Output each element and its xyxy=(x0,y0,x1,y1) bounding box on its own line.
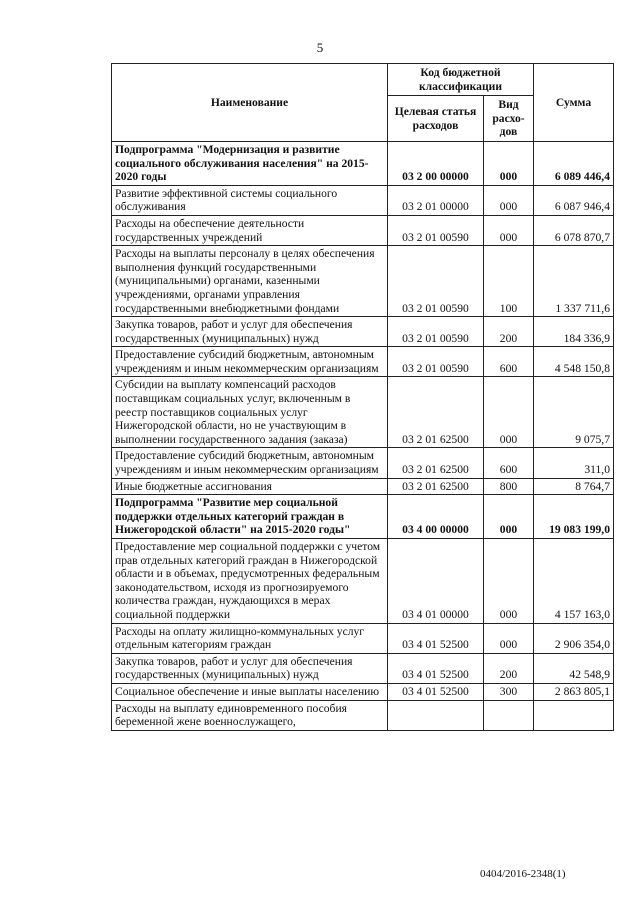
row-name: Предоставление субсидий бюджетным, автономным учреждениям и иным некоммерческим организациям xyxy=(112,448,388,478)
row-sum: 1 337 711,6 xyxy=(534,246,614,317)
row-name: Субсидии на выплату компенсаций расходов поставщикам социальных услуг, включенным в реестр поставщиков социальных услуг Нижегородской области, но не участвующим в выполнении государственного задания (заказа) xyxy=(112,377,388,448)
row-sum: 9 075,7 xyxy=(534,377,614,448)
row-name: Расходы на оплату жилищно-коммунальных услуг отдельным категориям граждан xyxy=(112,623,388,653)
row-name: Расходы на обеспечение деятельности государственных учреждений xyxy=(112,215,388,245)
row-type: 300 xyxy=(484,683,534,700)
row-code: 03 4 01 52500 xyxy=(388,683,484,700)
table-row xyxy=(112,653,614,683)
row-name: Социальное обеспечение и иные выплаты населению xyxy=(112,683,388,700)
table-row xyxy=(112,623,614,653)
row-code: 03 2 01 62500 xyxy=(388,448,484,478)
row-code: 03 2 01 00590 xyxy=(388,246,484,317)
document-code: 0404/2016-2348(1) xyxy=(480,868,566,880)
table-row xyxy=(112,377,614,448)
row-type: 600 xyxy=(484,347,534,377)
row-sum: 19 083 199,0 xyxy=(534,495,614,539)
table-body xyxy=(112,141,614,730)
row-type: 800 xyxy=(484,478,534,495)
row-code: 03 2 01 00590 xyxy=(388,347,484,377)
row-type xyxy=(484,700,534,730)
table-row xyxy=(112,539,614,624)
header-kbk: Код бюджетной классификации xyxy=(388,64,534,96)
row-sum xyxy=(534,700,614,730)
row-sum: 42 548,9 xyxy=(534,653,614,683)
row-type: 000 xyxy=(484,215,534,245)
row-name: Иные бюджетные ассигнования xyxy=(112,478,388,495)
header-type: Вид расхо- дов xyxy=(484,96,534,142)
row-sum: 4 157 163,0 xyxy=(534,539,614,624)
budget-table xyxy=(111,63,614,731)
table-row xyxy=(112,317,614,347)
row-type: 000 xyxy=(484,495,534,539)
page-number: 5 xyxy=(316,40,324,55)
table-row xyxy=(112,185,614,215)
row-name: Предоставление мер социальной поддержки с учетом прав отдельных категорий граждан в Нижегородской области и в объемах, предусмотренных федеральным законодательством, исходя из прогнозируемого количества граждан, нуждающихся в мерах социальной поддержки xyxy=(112,539,388,624)
row-name: Подпрограмма "Модернизация и развитие социального обслуживания населения" на 2015-2020 годы xyxy=(112,141,388,185)
row-code: 03 4 00 00000 xyxy=(388,495,484,539)
table-row xyxy=(112,246,614,317)
row-code: 03 2 01 00590 xyxy=(388,215,484,245)
row-type: 000 xyxy=(484,185,534,215)
table-row xyxy=(112,347,614,377)
row-name: Расходы на выплату единовременного пособия беременной жене военнослужащего, xyxy=(112,700,388,730)
table-row xyxy=(112,683,614,700)
row-name: Развитие эффективной системы социального обслуживания xyxy=(112,185,388,215)
table-row xyxy=(112,141,614,185)
table-row xyxy=(112,448,614,478)
table-row xyxy=(112,215,614,245)
table-row xyxy=(112,495,614,539)
row-type: 200 xyxy=(484,317,534,347)
row-name: Расходы на выплаты персоналу в целях обеспечения выполнения функций государственными (муниципальными) органами, казенными учреждениями, органами управления государственными внебюджетными фондами xyxy=(112,246,388,317)
table-row xyxy=(112,478,614,495)
row-type: 600 xyxy=(484,448,534,478)
table-row xyxy=(112,700,614,730)
row-code xyxy=(388,700,484,730)
row-sum: 6 078 870,7 xyxy=(534,215,614,245)
row-sum: 184 336,9 xyxy=(534,317,614,347)
row-code: 03 4 01 00000 xyxy=(388,539,484,624)
header-name: Наименование xyxy=(112,64,388,142)
row-code: 03 2 01 00000 xyxy=(388,185,484,215)
row-type: 200 xyxy=(484,653,534,683)
row-sum: 8 764,7 xyxy=(534,478,614,495)
row-name: Предоставление субсидий бюджетным, автономным учреждениям и иным некоммерческим организациям xyxy=(112,347,388,377)
row-type: 000 xyxy=(484,623,534,653)
row-name: Закупка товаров, работ и услуг для обеспечения государственных (муниципальных) нужд xyxy=(112,653,388,683)
row-code: 03 4 01 52500 xyxy=(388,623,484,653)
row-type: 100 xyxy=(484,246,534,317)
row-code: 03 2 00 00000 xyxy=(388,141,484,185)
table-header-row xyxy=(112,64,614,96)
header-sum: Сумма xyxy=(534,64,614,142)
header-target: Целевая статья расходов xyxy=(388,96,484,142)
row-name: Закупка товаров, работ и услуг для обеспечения государственных (муниципальных) нужд xyxy=(112,317,388,347)
row-sum: 2 906 354,0 xyxy=(534,623,614,653)
row-code: 03 2 01 62500 xyxy=(388,478,484,495)
row-type: 000 xyxy=(484,377,534,448)
row-code: 03 2 01 62500 xyxy=(388,377,484,448)
row-sum: 2 863 805,1 xyxy=(534,683,614,700)
row-sum: 6 087 946,4 xyxy=(534,185,614,215)
row-type: 000 xyxy=(484,141,534,185)
row-code: 03 2 01 00590 xyxy=(388,317,484,347)
row-sum: 311,0 xyxy=(534,448,614,478)
row-name: Подпрограмма "Развитие мер социальной поддержки отдельных категорий граждан в Нижегородской области" на 2015-2020 годы" xyxy=(112,495,388,539)
row-sum: 4 548 150,8 xyxy=(534,347,614,377)
row-type: 000 xyxy=(484,539,534,624)
row-code: 03 4 01 52500 xyxy=(388,653,484,683)
row-sum: 6 089 446,4 xyxy=(534,141,614,185)
